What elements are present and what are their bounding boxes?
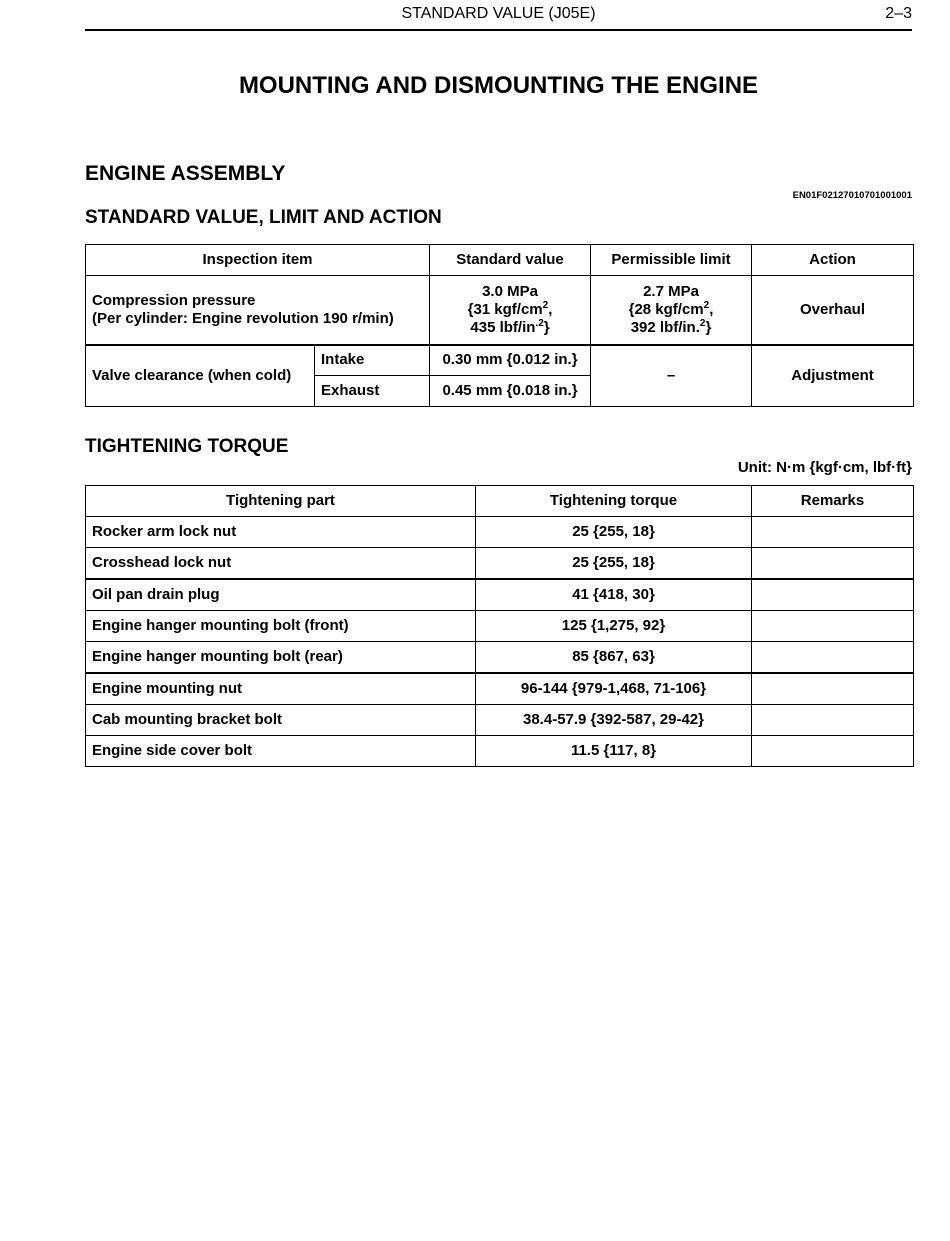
table-row <box>86 673 914 705</box>
page-number: 2–3 <box>885 5 912 22</box>
valve-exhaust-value: 0.45 mm {0.018 in.} <box>430 376 591 407</box>
table-header-row <box>86 245 914 276</box>
table-row <box>86 517 914 548</box>
header-remarks: Remarks <box>752 486 914 517</box>
valve-intake-value: 0.30 mm {0.012 in.} <box>430 345 591 376</box>
superscript-2: 2 <box>542 299 549 311</box>
reference-code: EN01F02127010701001001 <box>792 190 912 201</box>
table-row <box>86 705 914 736</box>
torque-part: Oil pan drain plug <box>86 579 476 611</box>
compression-std-line3 <box>436 319 584 337</box>
valve-limit: – <box>591 345 752 407</box>
compression-action-cell: Overhaul <box>752 276 914 345</box>
torque-remarks <box>752 517 914 548</box>
torque-value: 85 {867, 63} <box>476 642 752 674</box>
compression-lim-line2-comma: , <box>709 300 714 318</box>
torque-part: Engine hanger mounting bolt (front) <box>86 611 476 642</box>
compression-std-line2-comma: , <box>548 300 553 318</box>
header-standard-value: Standard value <box>430 245 591 276</box>
standard-value-table <box>85 244 914 407</box>
compression-standard-cell <box>430 276 591 345</box>
compression-item-line1: Compression pressure <box>92 291 256 309</box>
tightening-torque-table <box>85 485 914 767</box>
torque-value: 125 {1,275, 92} <box>476 611 752 642</box>
subheading-standard-value: STANDARD VALUE, LIMIT AND ACTION <box>85 207 442 228</box>
header-inspection-item: Inspection item <box>86 245 430 276</box>
torque-value: 96-144 {979-1,468, 71-106} <box>476 673 752 705</box>
superscript-2: 2 <box>703 299 710 311</box>
torque-value: 38.4-57.9 {392-587, 29-42} <box>476 705 752 736</box>
torque-remarks <box>752 548 914 580</box>
compression-std-line3-brace: } <box>543 318 550 336</box>
torque-remarks <box>752 736 914 767</box>
header-section-title: STANDARD VALUE (J05E) <box>401 5 596 22</box>
subheading-tightening-torque: TIGHTENING TORQUE <box>85 436 289 457</box>
table-row <box>86 642 914 674</box>
table-row <box>86 548 914 580</box>
compression-lim-line2 <box>597 301 745 319</box>
torque-remarks <box>752 705 914 736</box>
valve-action: Adjustment <box>752 345 914 407</box>
table-row-valve-intake <box>86 345 914 376</box>
torque-part: Engine mounting nut <box>86 673 476 705</box>
torque-part: Rocker arm lock nut <box>86 517 476 548</box>
header-tightening-torque: Tightening torque <box>476 486 752 517</box>
compression-lim-line1: 2.7 MPa <box>643 282 699 300</box>
compression-std-line1: 3.0 MPa <box>482 282 538 300</box>
compression-lim-line3-brace: } <box>705 318 712 336</box>
torque-remarks <box>752 673 914 705</box>
table-header-row <box>86 486 914 517</box>
table-row-compression <box>86 276 914 345</box>
header-permissible-limit: Permissible limit <box>591 245 752 276</box>
compression-std-line2 <box>436 301 584 319</box>
page-header <box>85 0 912 31</box>
superscript-2: 2 <box>699 317 706 329</box>
header-tightening-part: Tightening part <box>86 486 476 517</box>
torque-value: 41 {418, 30} <box>476 579 752 611</box>
torque-value: 25 {255, 18} <box>476 548 752 580</box>
torque-part: Engine side cover bolt <box>86 736 476 767</box>
table-row <box>86 611 914 642</box>
compression-lim-line3 <box>597 319 745 337</box>
table-row <box>86 736 914 767</box>
compression-item-line2: (Per cylinder: Engine revolution 190 r/min) <box>92 309 394 327</box>
torque-part: Crosshead lock nut <box>86 548 476 580</box>
compression-item-cell <box>86 276 430 345</box>
header-action: Action <box>752 245 914 276</box>
unit-label: Unit: N·m {kgf·cm, lbf·ft} <box>737 459 912 476</box>
torque-remarks <box>752 642 914 674</box>
compression-limit-cell <box>591 276 752 345</box>
section-heading-engine-assembly: ENGINE ASSEMBLY <box>85 162 286 185</box>
valve-exhaust-label: Exhaust <box>315 376 430 407</box>
torque-value: 11.5 {117, 8} <box>476 736 752 767</box>
compression-std-line3-text: 435 lbf/in <box>470 318 536 336</box>
table-row <box>86 579 914 611</box>
torque-part: Engine hanger mounting bolt (rear) <box>86 642 476 674</box>
compression-lim-line2-text: {28 kgf/cm <box>628 300 704 318</box>
torque-remarks <box>752 611 914 642</box>
valve-clearance-item: Valve clearance (when cold) <box>86 345 315 407</box>
compression-std-line2-text: {31 kgf/cm <box>467 300 543 318</box>
compression-lim-line3-text: 392 lbf/in. <box>630 318 700 336</box>
valve-intake-label: Intake <box>315 345 430 376</box>
torque-value: 25 {255, 18} <box>476 517 752 548</box>
torque-part: Cab mounting bracket bolt <box>86 705 476 736</box>
torque-remarks <box>752 579 914 611</box>
superscript-dot-2: .2 <box>535 317 544 329</box>
page-title: MOUNTING AND DISMOUNTING THE ENGINE <box>238 72 759 99</box>
